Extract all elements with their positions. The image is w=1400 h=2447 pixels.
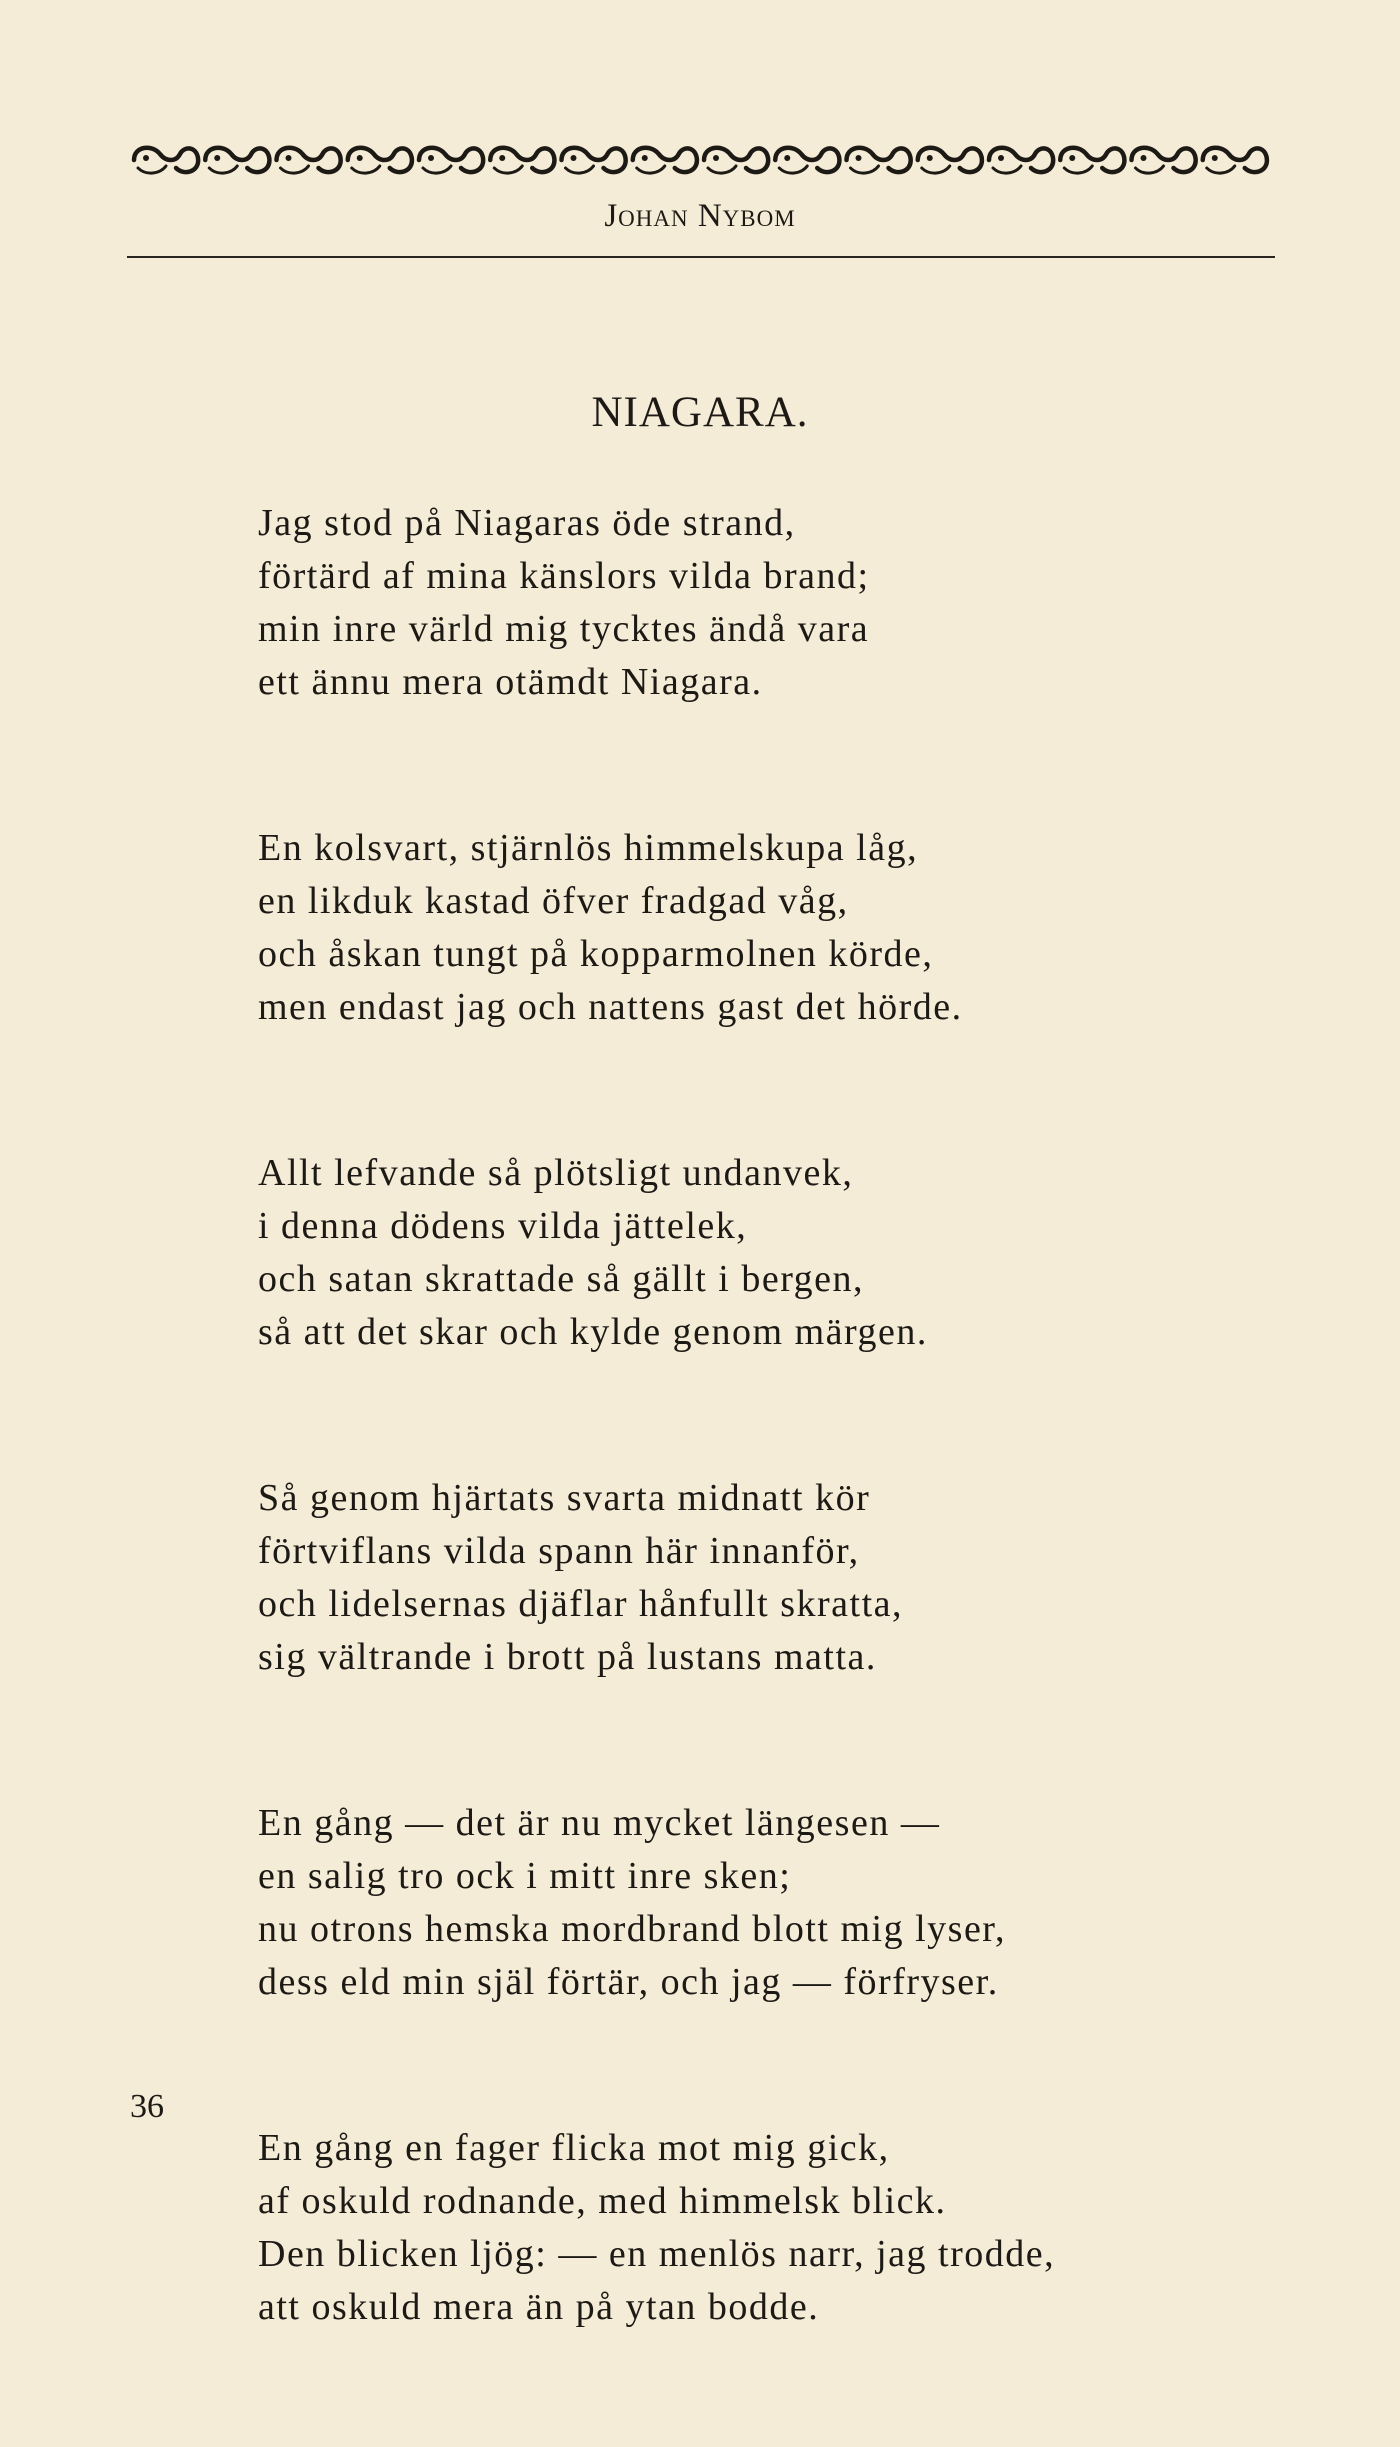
stanza-5 xyxy=(258,1797,1258,2009)
poem-line: Så genom hjärtats svarta midnatt kör xyxy=(258,1477,871,1519)
stanza-4 xyxy=(258,1472,1258,1684)
stanza-2 xyxy=(258,822,1258,1034)
poem-line: men endast jag och nattens gast det hörde. xyxy=(258,986,963,1028)
ornament-scroll xyxy=(562,148,626,173)
ornament-scroll xyxy=(704,148,768,173)
ornament-scroll xyxy=(134,148,198,173)
poem-line: en salig tro ock i mitt inre sken; xyxy=(258,1855,792,1897)
header-rule xyxy=(127,256,1275,258)
poem-line: att oskuld mera än på ytan bodde. xyxy=(258,2286,820,2328)
poem-line: En gång — det är nu mycket längesen — xyxy=(258,1802,941,1844)
page-number: 36 xyxy=(130,2088,164,2125)
ornament-scroll xyxy=(277,148,341,173)
ornament-scroll xyxy=(490,148,554,173)
ornament-scroll xyxy=(205,148,269,173)
poem-line: ett ännu mera otämdt Niagara. xyxy=(258,661,763,703)
ornament-scroll xyxy=(775,148,839,173)
poem-line: och åskan tungt på kopparmolnen körde, xyxy=(258,933,934,975)
poem-line: dess eld min själ förtär, och jag — förfryser. xyxy=(258,1961,999,2003)
ornament-scroll xyxy=(348,148,412,173)
stanza-6 xyxy=(258,2122,1258,2334)
poem-line: Den blicken ljög: — en menlös narr, jag trodde, xyxy=(258,2233,1056,2275)
ornament-scroll xyxy=(1132,148,1196,173)
ornament-scroll xyxy=(847,148,911,173)
poem-line: Allt lefvande så plötsligt undanvek, xyxy=(258,1152,854,1194)
poem-title: NIAGARA. xyxy=(591,389,809,436)
ornament-scroll xyxy=(1203,148,1267,173)
ornament-scroll xyxy=(419,148,483,173)
poem-body xyxy=(258,497,1258,2447)
poem-line: En kolsvart, stjärnlös himmelskupa låg, xyxy=(258,827,919,869)
poem-line: och satan skrattade så gällt i bergen, xyxy=(258,1258,865,1300)
poem-line: En gång en fager flicka mot mig gick, xyxy=(258,2127,890,2169)
ornament-scroll xyxy=(1060,148,1124,173)
running-head-author: Johan Nybom xyxy=(604,198,796,234)
poem-line: en likduk kastad öfver fradgad våg, xyxy=(258,880,849,922)
poem-line: min inre värld mig tycktes ändå vara xyxy=(258,608,870,650)
ornament-scroll xyxy=(989,148,1053,173)
stanza-3 xyxy=(258,1147,1258,1359)
poem-line: så att det skar och kylde genom märgen. xyxy=(258,1311,928,1353)
poem-line: förtviflans vilda spann här innanför, xyxy=(258,1530,860,1572)
ornament-scroll xyxy=(918,148,982,173)
poem-line: af oskuld rodnande, med himmelsk blick. xyxy=(258,2180,947,2222)
poem-line: förtärd af mina känslors vilda brand; xyxy=(258,555,870,597)
poem-line: nu otrons hemska mordbrand blott mig lyser, xyxy=(258,1908,1006,1950)
stanza-1 xyxy=(258,497,1258,709)
decorative-ornament-border xyxy=(130,138,1270,182)
poem-line: och lidelsernas djäflar hånfullt skratta, xyxy=(258,1583,904,1625)
poem-line: sig vältrande i brott på lustans matta. xyxy=(258,1636,877,1678)
ornament-scroll xyxy=(633,148,697,173)
poem-line: i denna dödens vilda jättelek, xyxy=(258,1205,748,1247)
poem-line: Jag stod på Niagaras öde strand, xyxy=(258,502,796,544)
